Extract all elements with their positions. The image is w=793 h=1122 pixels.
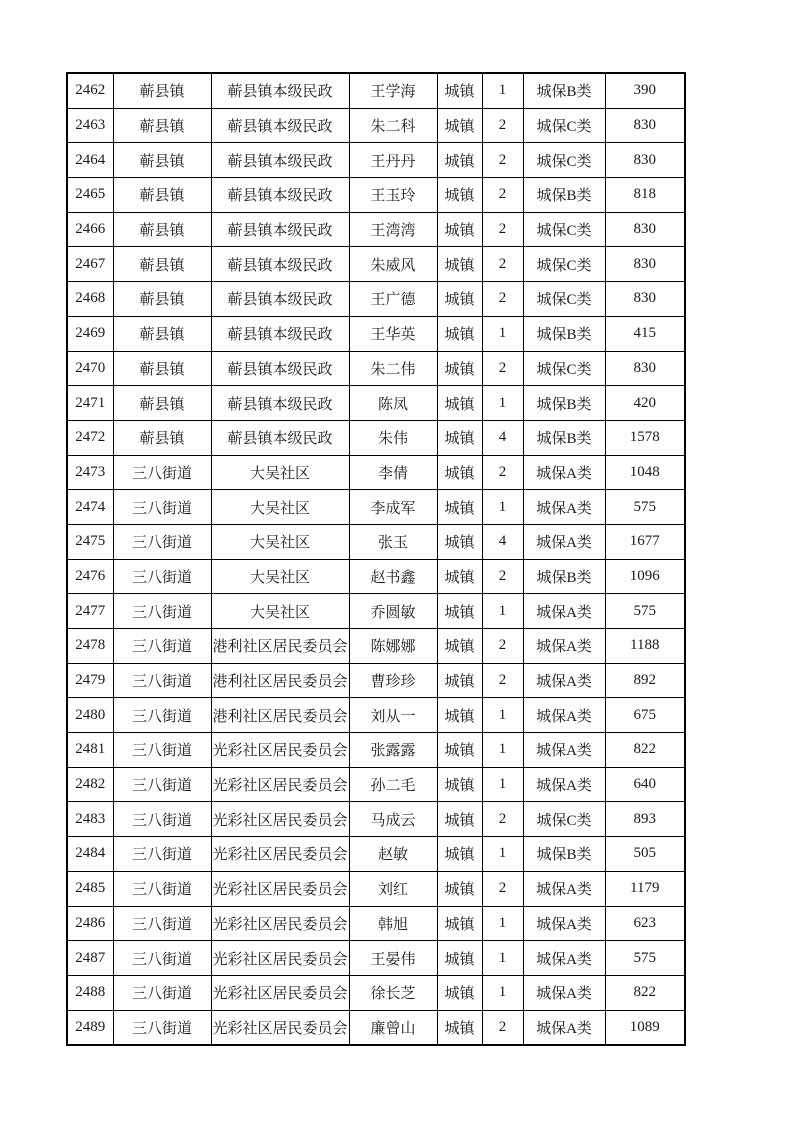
table-cell: 城镇 xyxy=(437,941,482,976)
table-cell: 2486 xyxy=(67,906,113,941)
table-row xyxy=(67,455,685,490)
table-row xyxy=(67,386,685,421)
table-row xyxy=(67,247,685,282)
table-cell: 1 xyxy=(482,698,523,733)
table-row xyxy=(67,837,685,872)
table-cell: 818 xyxy=(605,178,685,213)
table-cell: 2479 xyxy=(67,663,113,698)
table-cell: 1 xyxy=(482,733,523,768)
table-cell: 王玉玲 xyxy=(349,178,437,213)
table-cell: 城镇 xyxy=(437,975,482,1010)
table-row xyxy=(67,524,685,559)
table-cell: 1 xyxy=(482,837,523,872)
table-cell: 三八街道 xyxy=(113,594,211,629)
table-cell: 大吴社区 xyxy=(211,455,349,490)
table-cell: 2485 xyxy=(67,871,113,906)
table-cell: 830 xyxy=(605,108,685,143)
table-cell: 城镇 xyxy=(437,282,482,317)
table-cell: 三八街道 xyxy=(113,490,211,525)
table-cell: 蕲县镇本级民政 xyxy=(211,386,349,421)
table-cell: 王学海 xyxy=(349,73,437,108)
table-cell: 大吴社区 xyxy=(211,559,349,594)
table-row xyxy=(67,559,685,594)
table-cell: 575 xyxy=(605,594,685,629)
table-row xyxy=(67,73,685,108)
table-cell: 三八街道 xyxy=(113,871,211,906)
table-cell: 2 xyxy=(482,247,523,282)
table-cell: 城保C类 xyxy=(523,351,605,386)
table-cell: 城保B类 xyxy=(523,559,605,594)
table-cell: 蕲县镇 xyxy=(113,108,211,143)
table-cell: 城保A类 xyxy=(523,698,605,733)
table-cell: 蕲县镇 xyxy=(113,178,211,213)
table-cell: 李倩 xyxy=(349,455,437,490)
table-cell: 城保A类 xyxy=(523,629,605,664)
table-cell: 城保C类 xyxy=(523,108,605,143)
table-cell: 城镇 xyxy=(437,594,482,629)
table-cell: 城镇 xyxy=(437,143,482,178)
table-cell: 575 xyxy=(605,490,685,525)
table-cell: 830 xyxy=(605,351,685,386)
table-cell: 1 xyxy=(482,906,523,941)
table-cell: 蕲县镇 xyxy=(113,351,211,386)
table-cell: 415 xyxy=(605,316,685,351)
table-cell: 1 xyxy=(482,941,523,976)
table-cell: 孙二毛 xyxy=(349,767,437,802)
table-row xyxy=(67,351,685,386)
table-cell: 城保A类 xyxy=(523,1010,605,1045)
table-cell: 韩旭 xyxy=(349,906,437,941)
table-cell: 2 xyxy=(482,1010,523,1045)
table-cell: 2474 xyxy=(67,490,113,525)
table-cell: 光彩社区居民委员会 xyxy=(211,975,349,1010)
table-cell: 朱伟 xyxy=(349,420,437,455)
table-row xyxy=(67,108,685,143)
table-cell: 马成云 xyxy=(349,802,437,837)
table-cell: 城保A类 xyxy=(523,941,605,976)
table-cell: 蕲县镇本级民政 xyxy=(211,73,349,108)
table-cell: 城镇 xyxy=(437,837,482,872)
table-cell: 城保B类 xyxy=(523,178,605,213)
table-cell: 城保A类 xyxy=(523,733,605,768)
table-row xyxy=(67,802,685,837)
table-cell: 城镇 xyxy=(437,698,482,733)
table-cell: 三八街道 xyxy=(113,733,211,768)
table-row xyxy=(67,316,685,351)
table-cell: 城保B类 xyxy=(523,420,605,455)
table-cell: 2472 xyxy=(67,420,113,455)
table-cell: 2 xyxy=(482,663,523,698)
table-cell: 城保C类 xyxy=(523,282,605,317)
table-cell: 蕲县镇 xyxy=(113,73,211,108)
table-row xyxy=(67,212,685,247)
table-cell: 蕲县镇 xyxy=(113,386,211,421)
table-cell: 蕲县镇本级民政 xyxy=(211,212,349,247)
table-cell: 城保C类 xyxy=(523,143,605,178)
table-cell: 1048 xyxy=(605,455,685,490)
table-cell: 2 xyxy=(482,178,523,213)
table-cell: 830 xyxy=(605,212,685,247)
table-cell: 822 xyxy=(605,733,685,768)
table-row xyxy=(67,1010,685,1045)
table-cell: 城保A类 xyxy=(523,490,605,525)
table-cell: 张露露 xyxy=(349,733,437,768)
table-cell: 2465 xyxy=(67,178,113,213)
table-cell: 2 xyxy=(482,351,523,386)
table-cell: 光彩社区居民委员会 xyxy=(211,802,349,837)
table-cell: 2480 xyxy=(67,698,113,733)
table-cell: 2484 xyxy=(67,837,113,872)
table-cell: 2478 xyxy=(67,629,113,664)
table-cell: 城镇 xyxy=(437,629,482,664)
table-cell: 三八街道 xyxy=(113,524,211,559)
table-cell: 城保A类 xyxy=(523,594,605,629)
table-cell: 三八街道 xyxy=(113,941,211,976)
table-cell: 蕲县镇 xyxy=(113,316,211,351)
table-cell: 三八街道 xyxy=(113,1010,211,1045)
table-cell: 2476 xyxy=(67,559,113,594)
table-cell: 2464 xyxy=(67,143,113,178)
table-row xyxy=(67,767,685,802)
table-cell: 2 xyxy=(482,802,523,837)
table-cell: 4 xyxy=(482,420,523,455)
table-cell: 蕲县镇本级民政 xyxy=(211,108,349,143)
table-cell: 城镇 xyxy=(437,1010,482,1045)
table-cell: 420 xyxy=(605,386,685,421)
table-cell: 蕲县镇本级民政 xyxy=(211,143,349,178)
table-cell: 2 xyxy=(482,455,523,490)
table-cell: 蕲县镇本级民政 xyxy=(211,420,349,455)
table-cell: 2475 xyxy=(67,524,113,559)
table-cell: 城保A类 xyxy=(523,906,605,941)
table-cell: 光彩社区居民委员会 xyxy=(211,837,349,872)
table-cell: 2 xyxy=(482,282,523,317)
table-cell: 2473 xyxy=(67,455,113,490)
table-cell: 城镇 xyxy=(437,871,482,906)
table-cell: 830 xyxy=(605,143,685,178)
table-cell: 2471 xyxy=(67,386,113,421)
table-cell: 三八街道 xyxy=(113,455,211,490)
table-cell: 港利社区居民委员会 xyxy=(211,698,349,733)
table-row xyxy=(67,490,685,525)
table-cell: 1677 xyxy=(605,524,685,559)
table-row xyxy=(67,906,685,941)
table-cell: 1 xyxy=(482,386,523,421)
table-cell: 光彩社区居民委员会 xyxy=(211,871,349,906)
table-cell: 1 xyxy=(482,594,523,629)
table-cell: 2469 xyxy=(67,316,113,351)
table-cell: 623 xyxy=(605,906,685,941)
table-cell: 2468 xyxy=(67,282,113,317)
table-row xyxy=(67,629,685,664)
table-cell: 1578 xyxy=(605,420,685,455)
table-cell: 三八街道 xyxy=(113,629,211,664)
table-cell: 光彩社区居民委员会 xyxy=(211,941,349,976)
table-cell: 城镇 xyxy=(437,212,482,247)
table-row xyxy=(67,698,685,733)
table-cell: 2481 xyxy=(67,733,113,768)
table-cell: 城镇 xyxy=(437,906,482,941)
table-cell: 城保C类 xyxy=(523,247,605,282)
table-cell: 陈娜娜 xyxy=(349,629,437,664)
table-cell: 赵敏 xyxy=(349,837,437,872)
table-row xyxy=(67,282,685,317)
table-cell: 蕲县镇本级民政 xyxy=(211,178,349,213)
table-row xyxy=(67,594,685,629)
table-cell: 城镇 xyxy=(437,802,482,837)
table-cell: 光彩社区居民委员会 xyxy=(211,733,349,768)
table-cell: 蕲县镇 xyxy=(113,212,211,247)
table-cell: 刘红 xyxy=(349,871,437,906)
table-cell: 城保A类 xyxy=(523,455,605,490)
table-cell: 城镇 xyxy=(437,316,482,351)
table-cell: 蕲县镇 xyxy=(113,143,211,178)
table-cell: 城保C类 xyxy=(523,802,605,837)
table-cell: 城保B类 xyxy=(523,837,605,872)
table-cell: 575 xyxy=(605,941,685,976)
table-row xyxy=(67,420,685,455)
table-cell: 640 xyxy=(605,767,685,802)
table-cell: 2 xyxy=(482,143,523,178)
table-cell: 2488 xyxy=(67,975,113,1010)
table-cell: 2 xyxy=(482,108,523,143)
table-cell: 城镇 xyxy=(437,386,482,421)
table-row xyxy=(67,733,685,768)
table-cell: 大吴社区 xyxy=(211,490,349,525)
table-cell: 城保B类 xyxy=(523,316,605,351)
table-cell: 1 xyxy=(482,316,523,351)
table-cell: 三八街道 xyxy=(113,767,211,802)
table-cell: 三八街道 xyxy=(113,906,211,941)
table-cell: 390 xyxy=(605,73,685,108)
table-cell: 2 xyxy=(482,871,523,906)
table-cell: 朱二科 xyxy=(349,108,437,143)
table-cell: 三八街道 xyxy=(113,559,211,594)
table-cell: 城镇 xyxy=(437,247,482,282)
table-cell: 港利社区居民委员会 xyxy=(211,663,349,698)
table-cell: 城镇 xyxy=(437,559,482,594)
table-cell: 蕲县镇本级民政 xyxy=(211,282,349,317)
table-cell: 2463 xyxy=(67,108,113,143)
table-cell: 1 xyxy=(482,767,523,802)
table-cell: 王晏伟 xyxy=(349,941,437,976)
table-cell: 675 xyxy=(605,698,685,733)
table-cell: 三八街道 xyxy=(113,698,211,733)
benefits-table xyxy=(66,72,686,1046)
table-row xyxy=(67,941,685,976)
table-cell: 蕲县镇本级民政 xyxy=(211,316,349,351)
table-cell: 2482 xyxy=(67,767,113,802)
table-cell: 1 xyxy=(482,73,523,108)
table-cell: 港利社区居民委员会 xyxy=(211,629,349,664)
table-cell: 光彩社区居民委员会 xyxy=(211,906,349,941)
table-cell: 陈凤 xyxy=(349,386,437,421)
table-cell: 2487 xyxy=(67,941,113,976)
table-cell: 王丹丹 xyxy=(349,143,437,178)
table-cell: 三八街道 xyxy=(113,975,211,1010)
table-cell: 城保A类 xyxy=(523,767,605,802)
table-cell: 830 xyxy=(605,247,685,282)
table-cell: 城镇 xyxy=(437,663,482,698)
table-cell: 光彩社区居民委员会 xyxy=(211,767,349,802)
table-body xyxy=(67,73,685,1045)
table-cell: 城镇 xyxy=(437,73,482,108)
table-cell: 王湾湾 xyxy=(349,212,437,247)
table-row xyxy=(67,975,685,1010)
table-cell: 大吴社区 xyxy=(211,524,349,559)
table-cell: 城镇 xyxy=(437,733,482,768)
table-row xyxy=(67,143,685,178)
table-cell: 蕲县镇本级民政 xyxy=(211,351,349,386)
table-cell: 三八街道 xyxy=(113,802,211,837)
table-cell: 822 xyxy=(605,975,685,1010)
table-cell: 王华英 xyxy=(349,316,437,351)
table-cell: 城保A类 xyxy=(523,663,605,698)
table-cell: 赵书鑫 xyxy=(349,559,437,594)
table-cell: 830 xyxy=(605,282,685,317)
table-cell: 徐长芝 xyxy=(349,975,437,1010)
table-cell: 城镇 xyxy=(437,767,482,802)
table-cell: 曹珍珍 xyxy=(349,663,437,698)
table-cell: 4 xyxy=(482,524,523,559)
table-cell: 城保A类 xyxy=(523,871,605,906)
table-cell: 2483 xyxy=(67,802,113,837)
table-cell: 城镇 xyxy=(437,524,482,559)
table-cell: 1 xyxy=(482,490,523,525)
table-cell: 2 xyxy=(482,629,523,664)
table-cell: 三八街道 xyxy=(113,837,211,872)
table-cell: 城镇 xyxy=(437,420,482,455)
table-cell: 光彩社区居民委员会 xyxy=(211,1010,349,1045)
table-cell: 城保A类 xyxy=(523,524,605,559)
table-cell: 1179 xyxy=(605,871,685,906)
table-cell: 2489 xyxy=(67,1010,113,1045)
table-cell: 2467 xyxy=(67,247,113,282)
table-cell: 城保B类 xyxy=(523,386,605,421)
table-cell: 1096 xyxy=(605,559,685,594)
table-cell: 廉曾山 xyxy=(349,1010,437,1045)
table-cell: 892 xyxy=(605,663,685,698)
table-cell: 城镇 xyxy=(437,178,482,213)
table-cell: 刘从一 xyxy=(349,698,437,733)
table-cell: 城镇 xyxy=(437,108,482,143)
table-cell: 2470 xyxy=(67,351,113,386)
table-cell: 王广德 xyxy=(349,282,437,317)
table-cell: 2466 xyxy=(67,212,113,247)
table-cell: 1 xyxy=(482,975,523,1010)
table-cell: 893 xyxy=(605,802,685,837)
table-cell: 三八街道 xyxy=(113,663,211,698)
table-cell: 2462 xyxy=(67,73,113,108)
table-cell: 蕲县镇本级民政 xyxy=(211,247,349,282)
table-row xyxy=(67,178,685,213)
table-cell: 城保C类 xyxy=(523,212,605,247)
table-row xyxy=(67,663,685,698)
table-cell: 朱二伟 xyxy=(349,351,437,386)
table-cell: 蕲县镇 xyxy=(113,247,211,282)
table-cell: 1089 xyxy=(605,1010,685,1045)
table-cell: 大吴社区 xyxy=(211,594,349,629)
table-cell: 城镇 xyxy=(437,490,482,525)
table-cell: 2 xyxy=(482,212,523,247)
table-cell: 2 xyxy=(482,559,523,594)
table-cell: 城镇 xyxy=(437,455,482,490)
table-cell: 城保A类 xyxy=(523,975,605,1010)
table-row xyxy=(67,871,685,906)
table-cell: 朱威风 xyxy=(349,247,437,282)
table-cell: 李成军 xyxy=(349,490,437,525)
table-cell: 城保B类 xyxy=(523,73,605,108)
table-cell: 蕲县镇 xyxy=(113,282,211,317)
table-cell: 张玉 xyxy=(349,524,437,559)
table-cell: 2477 xyxy=(67,594,113,629)
table-cell: 城镇 xyxy=(437,351,482,386)
table-cell: 乔圆敏 xyxy=(349,594,437,629)
table-cell: 505 xyxy=(605,837,685,872)
table-cell: 1188 xyxy=(605,629,685,664)
table-cell: 蕲县镇 xyxy=(113,420,211,455)
